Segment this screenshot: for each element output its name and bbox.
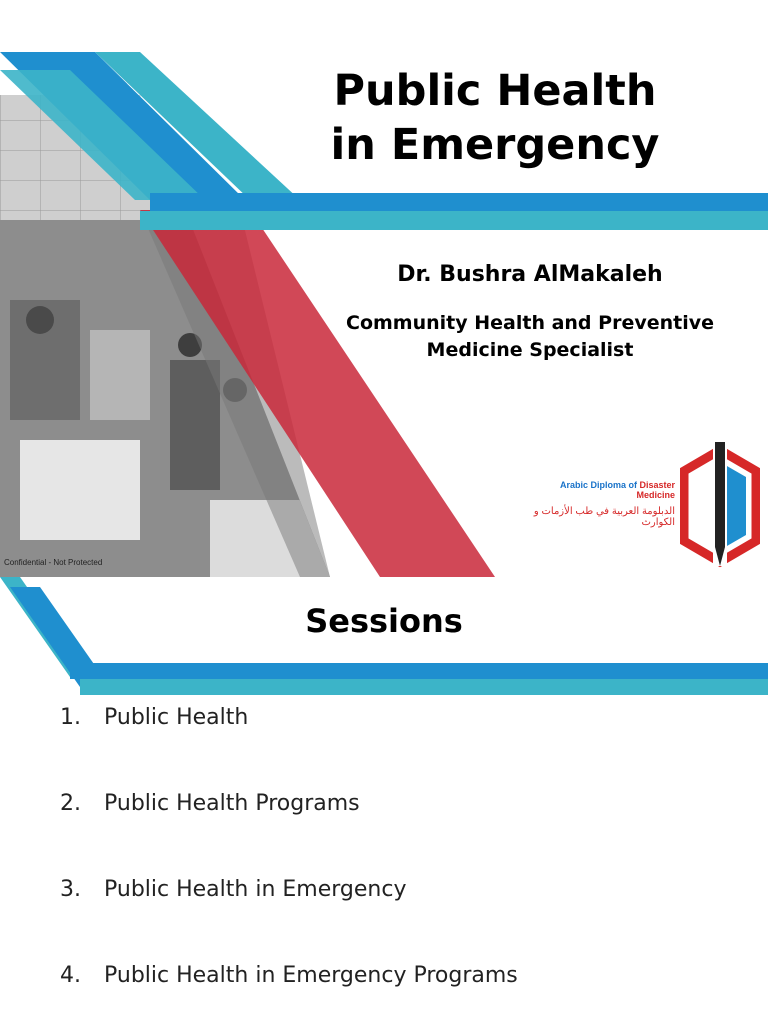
logo-text <box>520 480 675 528</box>
logo-text-en-red: Disaster Medicine <box>636 480 675 500</box>
session-label: Public Health <box>104 705 249 730</box>
session-number: 4. <box>60 963 81 988</box>
logo-text-en-blue: Arabic Diploma of <box>559 480 640 490</box>
title-line-1: Public Health <box>333 66 657 116</box>
confidential-label: Confidential - Not Protected <box>4 558 103 567</box>
session-number: 2. <box>60 791 81 816</box>
role-line-2: Medicine Specialist <box>426 339 634 361</box>
role-line-1: Community Health and Preventive <box>346 312 714 334</box>
session-label: Public Health Programs <box>104 791 360 816</box>
session-number: 3. <box>60 877 81 902</box>
session-label: Public Health in Emergency <box>104 877 407 902</box>
session-item <box>60 877 518 963</box>
logo-text-en <box>520 480 675 500</box>
author-role <box>330 310 730 364</box>
session-list <box>60 705 518 1024</box>
session-item <box>60 963 518 1024</box>
author-name: Dr. Bushra AlMakaleh <box>397 262 663 287</box>
diploma-logo-icon <box>680 438 760 568</box>
session-item <box>60 705 518 791</box>
sessions-slide <box>0 577 768 1024</box>
session-item <box>60 791 518 877</box>
slide-title <box>300 64 690 172</box>
logo-text-ar: الدبلومة العربية في طب الأزمات و الكوارث <box>533 506 675 528</box>
title-line-2: in Emergency <box>330 120 660 170</box>
sessions-title: Sessions <box>305 602 463 640</box>
session-label: Public Health in Emergency Programs <box>104 963 518 988</box>
session-number: 1. <box>60 705 81 730</box>
